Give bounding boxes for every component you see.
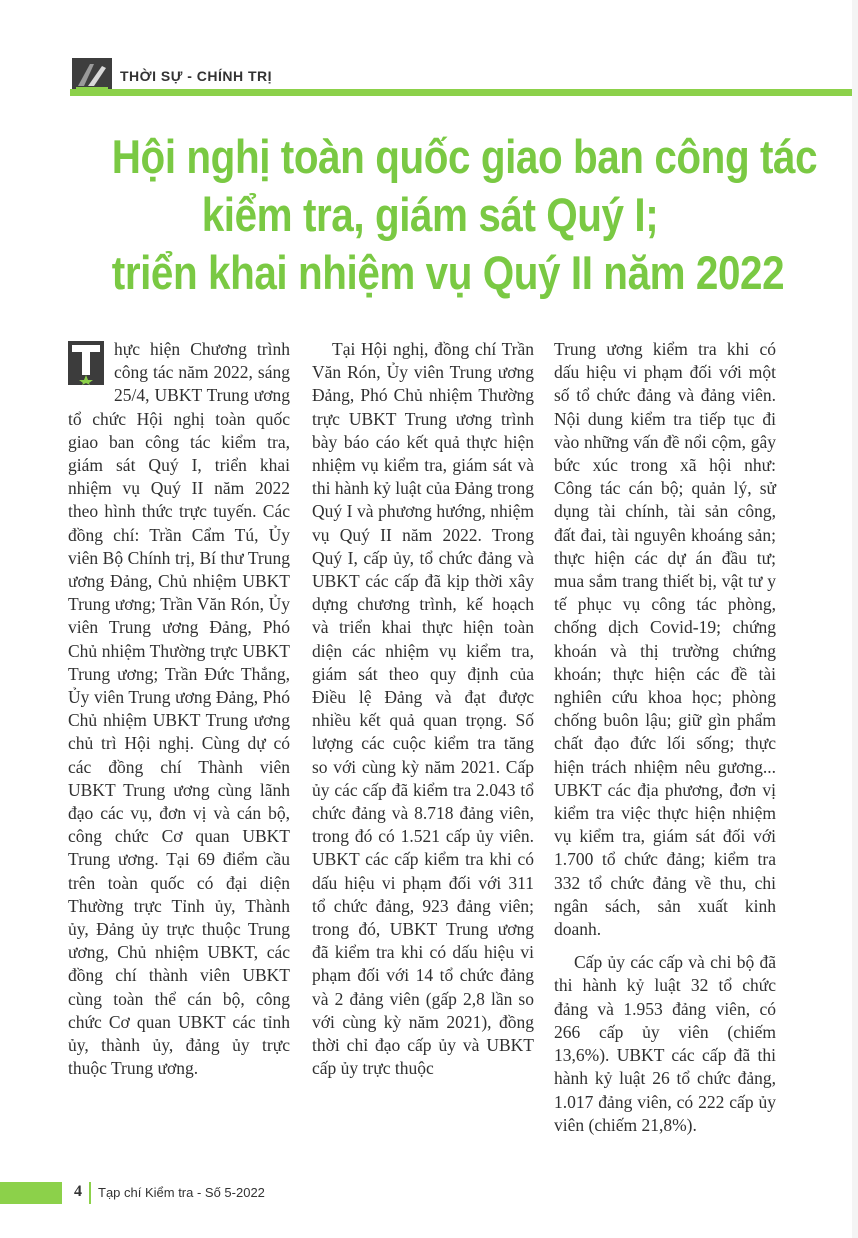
paragraph: Trung ương kiểm tra khi có dấu hiệu vi phạm đối với một số tổ chức đảng và đảng viên. Nội dung kiểm tra tiếp tục đi vào những vấn đề nổi cộm, gây bức xúc trong xã hội như: Công tác cán bộ; quản lý, sử dụng tài chính, tài sản công, đất đai, tài nguyên khoáng sản; thực hiện các dự án đầu tư; mua sắm trang thiết bị, vật tư y tế phục vụ công tác phòng, chống dịch Covid-19; chứng khoán và thị trường chứng khoán; thực hiện các đề tài nghiên cứu khoa học; phòng chống buôn lậu; giữ gìn phẩm chất đạo đức lối sống; thực hiện trách nhiệm nêu gương... UBKT các địa phương, đơn vị kiểm tra việc thực hiện nhiệm vụ kiểm tra, giám sát đối với 1.700 tổ chức đảng; kiểm tra 332 tổ chức đảng về thu, chi ngân sách, sản xuất kinh doanh. [554,339,776,940]
title-line-3: triển khai nhiệm vụ Quý II năm 2022 [111,246,785,299]
section-label: THỜI SỰ - CHÍNH TRỊ [120,68,273,84]
paragraph: Tại Hội nghị, đồng chí Trần Văn Rón, Ủy viên Trung ương Đảng, Phó Chủ nhiệm Thường trực UBKT Trung ương trình bày báo cáo kết quả thực hiện nhiệm vụ kiểm tra, giám sát và thi hành kỷ luật của Đảng trong Quý I và phương hướng, nhiệm vụ Quý II năm 2022. Trong Quý I, cấp ủy, tổ chức đảng và UBKT các cấp đã kịp thời xây dựng chương trình, kế hoạch và triển khai thực hiện toàn diện các nhiệm vụ kiểm tra, giám sát theo quy định của Điều lệ Đảng và đạt được nhiều kết quả quan trọng. Số lượng các cuộc kiểm tra tăng so với cùng kỳ năm 2021. Cấp ủy các cấp đã kiểm tra 2.043 tổ chức đảng và 8.718 đảng viên, trong đó có 1.521 cấp ủy viên. UBKT các cấp kiểm tra khi có dấu hiệu vi phạm đối với 311 tổ chức đảng, 923 đảng viên; trong đó, UBKT Trung ương đã kiểm tra khi có dấu hiệu vi phạm đối với 14 tổ chức đảng và 2 đảng viên (gấp 2,8 lần so với cùng kỳ năm 2021), đồng thời chỉ đạo cấp ủy và UBKT cấp ủy trực thuộc [312,339,534,1079]
title-line-2: kiểm tra, giám sát Quý I; [201,188,659,241]
page-number: 4 [74,1183,82,1200]
title-line-1: Hội nghị toàn quốc giao ban công tác [111,130,818,183]
article-body [68,338,788,1168]
footer-accent-bar [0,1182,62,1204]
article-title [111,128,818,302]
column-2 [312,338,534,1081]
dropcap [68,341,104,385]
page-edge [852,0,858,1238]
page-header [70,58,858,98]
magazine-logo-icon [72,58,112,92]
paragraph: Cấp ủy các cấp và chi bộ đã thi hành kỷ luật 32 tổ chức đảng và 1.953 đảng viên, có 266 cấp ủy viên (chiếm 13,6%). UBKT các cấp đã thi hành kỷ luật 26 tổ chức đảng, 1.017 đảng viên, có 222 cấp ủy viên (chiếm 21,8%). [554,952,776,1135]
column-3 [554,338,776,1137]
paragraph: hực hiện Chương trình công tác năm 2022, sáng 25/4, UBKT Trung ương tổ chức Hội nghị toàn quốc giao ban công tác kiểm tra, giám sát Quý I, triển khai nhiệm vụ Quý II năm 2022 theo hình thức trực tuyến. Các đồng chí: Trần Cẩm Tú, Ủy viên Bộ Chính trị, Bí thư Trung ương Đảng, Chủ nhiệm UBKT Trung ương; Trần Văn Rón, Ủy viên Trung ương Đảng, Phó Chủ nhiệm Thường trực UBKT Trung ương; Trần Đức Thắng, Ủy viên Trung ương Đảng, Phó Chủ nhiệm UBKT Trung ương chủ trì Hội nghị. Cùng dự có các đồng chí Thành viên UBKT Trung ương cùng lãnh đạo các vụ, đơn vị và cán bộ, công chức Cơ quan UBKT Trung ương. Tại 69 điểm cầu trên toàn quốc có đại diện Thường trực Tỉnh ủy, Thành ủy, Đảng ủy trực thuộc Trung ương, Chủ nhiệm UBKT, các đồng chí thành viên UBKT cùng toàn thể cán bộ, công chức Cơ quan UBKT các tỉnh ủy, thành ủy, đảng ủy trực thuộc Trung ương. [68,339,290,1079]
header-rule [70,89,858,96]
publication-name: Tạp chí Kiểm tra - Số 5-2022 [98,1185,265,1200]
footer-separator [89,1182,91,1204]
column-1 [68,338,290,1081]
